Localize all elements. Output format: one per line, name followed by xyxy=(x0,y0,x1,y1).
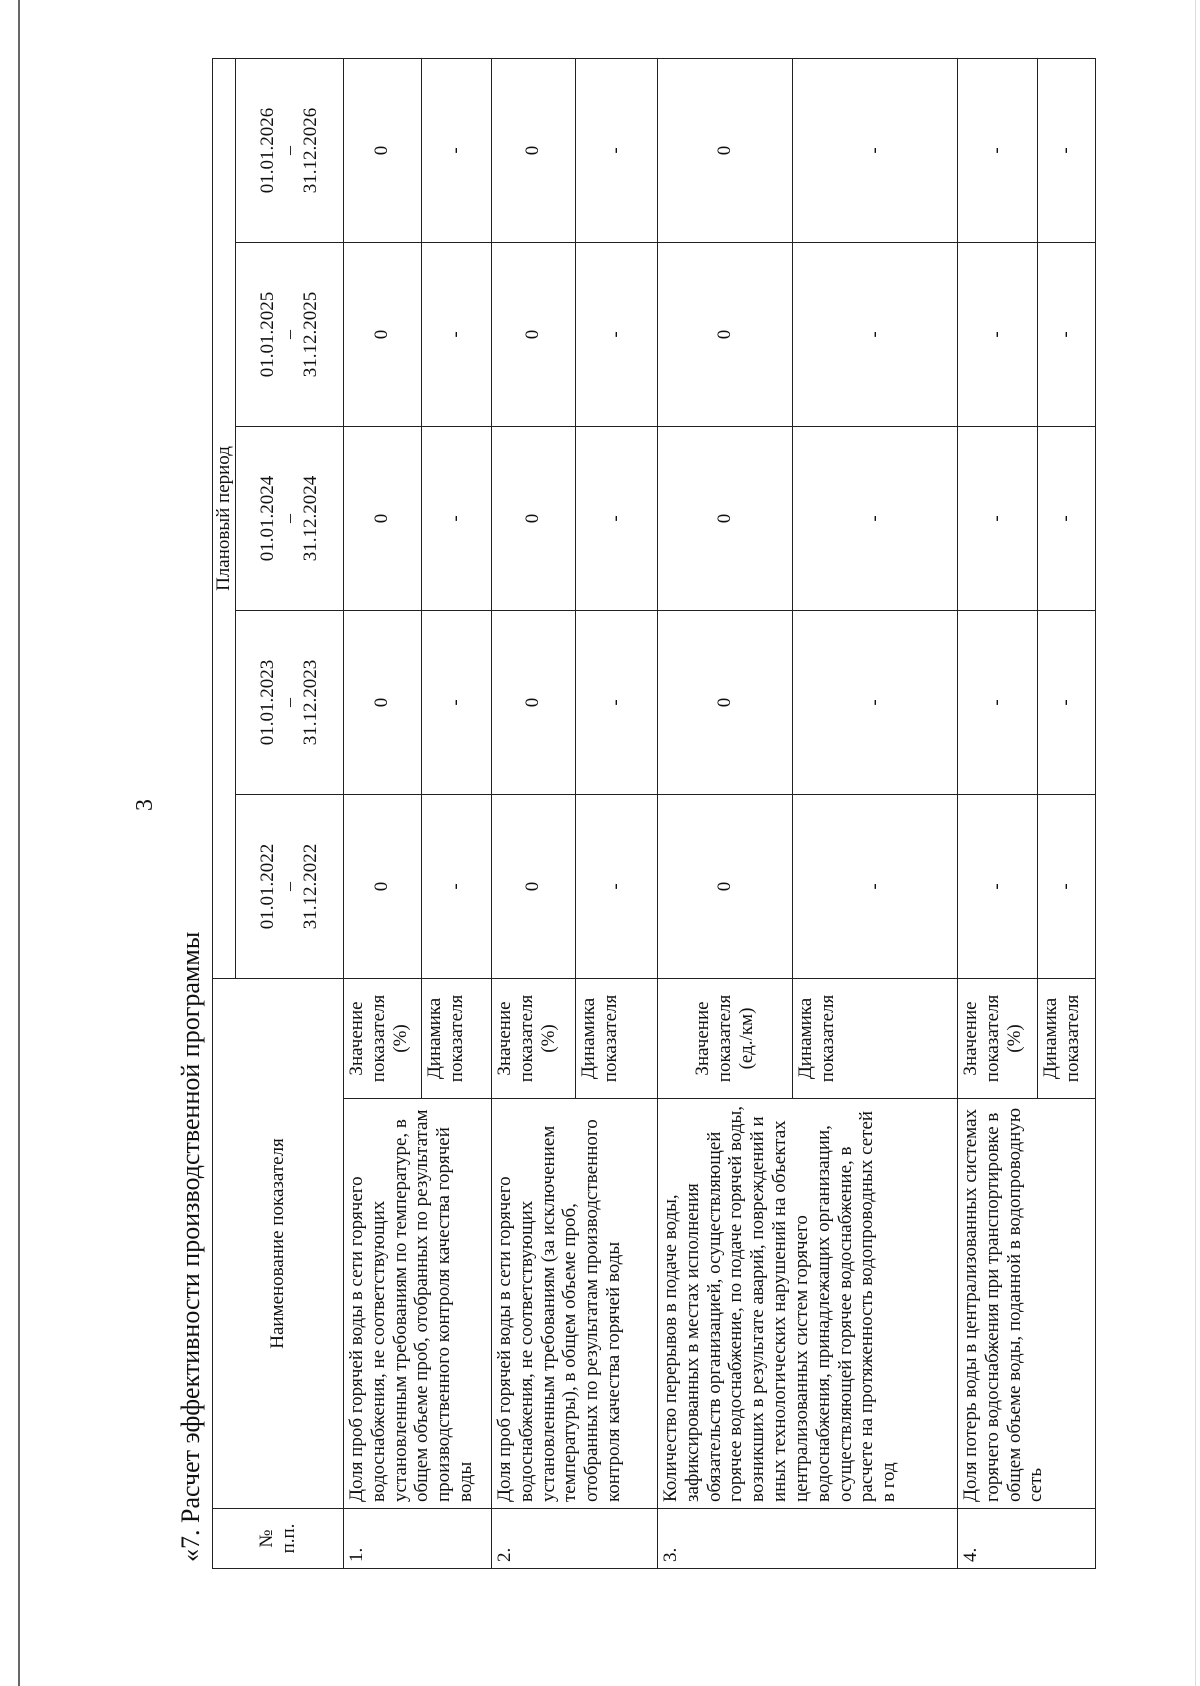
page-number: 3 xyxy=(132,799,158,811)
row-num: 1. xyxy=(343,1509,491,1569)
value-label: Значение показателя (%) xyxy=(957,978,1037,1098)
table-row xyxy=(343,58,421,1568)
dynamics-cell: - xyxy=(792,58,957,242)
dynamics-cell: - xyxy=(792,242,957,426)
dynamics-cell: - xyxy=(1037,610,1095,794)
period-header: 01.01.2026 – 31.12.2026 xyxy=(235,58,343,242)
value-cell: 0 xyxy=(491,242,575,426)
value-cell: 0 xyxy=(657,242,792,426)
dynamics-label: Динамика показателя xyxy=(1037,978,1095,1098)
value-label: Значение показателя (%) xyxy=(491,978,575,1098)
row-num: 3. xyxy=(657,1509,957,1569)
header-row xyxy=(213,58,236,1568)
dynamics-cell: - xyxy=(792,794,957,978)
period-header: 01.01.2022 – 31.12.2022 xyxy=(235,794,343,978)
dynamics-cell: - xyxy=(1037,58,1095,242)
value-cell: 0 xyxy=(343,242,421,426)
dynamics-cell: - xyxy=(1037,242,1095,426)
value-cell: - xyxy=(957,426,1037,610)
value-cell: 0 xyxy=(491,794,575,978)
dynamics-cell: - xyxy=(792,610,957,794)
value-label: Значение показателя (ед./км) xyxy=(657,978,792,1098)
dynamics-cell: - xyxy=(575,58,657,242)
period-header: 01.01.2023 – 31.12.2023 xyxy=(235,610,343,794)
plan-period-header: Плановый период xyxy=(213,58,236,978)
table-row xyxy=(657,58,792,1568)
document-title: «7. Расчет эффективности производственной программы xyxy=(176,931,205,1562)
row-num: 4. xyxy=(957,1509,1095,1569)
value-cell: - xyxy=(957,242,1037,426)
dynamics-cell: - xyxy=(421,58,491,242)
value-cell: - xyxy=(957,794,1037,978)
value-cell: 0 xyxy=(343,58,421,242)
value-cell: 0 xyxy=(343,610,421,794)
dynamics-cell: - xyxy=(1037,794,1095,978)
indicator-name: Доля потерь воды в централизованных системах горячего водоснабжения при транспортировке в общем объеме воды, поданной в водопроводную сеть xyxy=(957,1099,1095,1509)
col-num-header: № п.п. xyxy=(213,1509,344,1569)
value-cell: 0 xyxy=(491,58,575,242)
indicator-name: Доля проб горячей воды в сети горячего водоснабжения, не соответствующих установленным требованиям (за исключением температуры), в общем объеме проб, отобранных по результатам производственного контроля качества горячей воды xyxy=(491,1099,657,1509)
indicator-name: Количество перерывов в подаче воды, зафиксированных в местах исполнения обязательств организацией, осуществляющей горячее водоснабжение, по подаче горячей воды, возникших в результате аварий, повреждений и иных технологических нарушений на объектах централизованных систем горячего водоснабжения, принадлежащих организации, осуществляющей горячее водоснабжение, в расчете на протяженность водопроводных сетей в год xyxy=(657,1099,957,1509)
row-num: 2. xyxy=(491,1509,657,1569)
value-cell: 0 xyxy=(657,610,792,794)
period-header: 01.01.2024 – 31.12.2024 xyxy=(235,426,343,610)
indicator-name: Доля проб горячей воды в сети горячего водоснабжения, не соответствующих установленным требованиям по температуре, в общем объеме проб, отобранных по результатам производственного контроля качества горячей воды xyxy=(343,1099,491,1509)
value-cell: 0 xyxy=(657,426,792,610)
value-cell: 0 xyxy=(491,426,575,610)
value-cell: 0 xyxy=(343,794,421,978)
dynamics-cell: - xyxy=(575,794,657,978)
dynamics-label: Динамика показателя xyxy=(421,978,491,1098)
value-label: Значение показателя (%) xyxy=(343,978,421,1098)
dynamics-cell: - xyxy=(1037,426,1095,610)
value-cell: - xyxy=(957,610,1037,794)
dynamics-cell: - xyxy=(421,426,491,610)
efficiency-table xyxy=(212,58,1096,1569)
value-cell: 0 xyxy=(657,58,792,242)
period-header: 01.01.2025 – 31.12.2025 xyxy=(235,242,343,426)
table-row xyxy=(491,58,575,1568)
value-cell: - xyxy=(957,58,1037,242)
value-cell: 0 xyxy=(343,426,421,610)
dynamics-label: Динамика показателя xyxy=(792,978,957,1098)
table-row xyxy=(957,58,1037,1568)
dynamics-cell: - xyxy=(575,242,657,426)
dynamics-cell: - xyxy=(575,610,657,794)
col-name-header: Наименование показателя xyxy=(213,978,344,1508)
dynamics-cell: - xyxy=(421,794,491,978)
dynamics-cell: - xyxy=(421,610,491,794)
value-cell: 0 xyxy=(491,610,575,794)
value-cell: 0 xyxy=(657,794,792,978)
dynamics-cell: - xyxy=(792,426,957,610)
dynamics-cell: - xyxy=(575,426,657,610)
dynamics-cell: - xyxy=(421,242,491,426)
dynamics-label: Динамика показателя xyxy=(575,978,657,1098)
